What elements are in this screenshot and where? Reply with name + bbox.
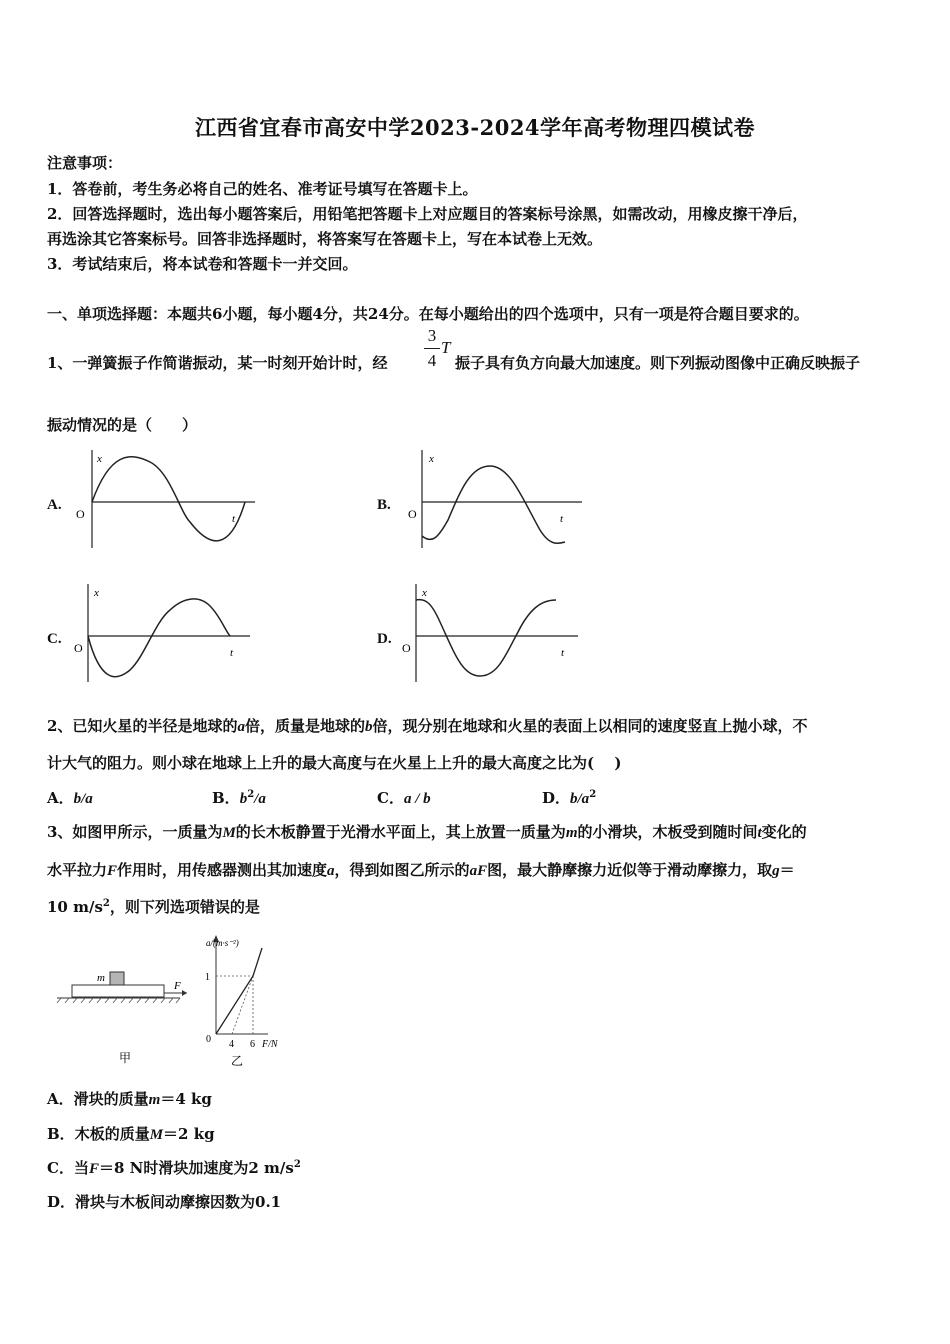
q3-option-c-post: ＝8 N时滑块加速度为2 m/s — [98, 1159, 294, 1177]
q2-option-a-label: A． — [47, 789, 74, 807]
ground-hatching — [57, 998, 180, 1003]
q3-l2-seg-2: 作用时，用传感器测出其加速度 — [117, 861, 328, 879]
q2-option-d-sup: 2 — [589, 789, 597, 800]
q3-option-b-label: B． — [47, 1125, 75, 1143]
q3-option-c-label: C． — [47, 1159, 74, 1177]
q3-option-a-pre: 滑块的质量 — [73, 1090, 149, 1108]
notice-item-1: 1．答卷前，考生务必将自己的姓名、准考证号填写在答题卡上。 — [47, 180, 478, 198]
q3-l1-seg-1: 3、如图甲所示，一质量为 — [47, 823, 223, 841]
graph-c-x-label: x — [94, 587, 99, 599]
q1-graph-a — [70, 448, 260, 550]
q3-option-a-post: ＝4 kg — [160, 1090, 212, 1108]
q2-var-a: a — [237, 719, 245, 735]
q3-var-g: g — [772, 863, 780, 879]
yi-y-tick-1: 1 — [205, 972, 210, 983]
graph-c-origin: O — [74, 641, 83, 655]
graph-b-curve — [422, 466, 565, 543]
q3-option-b-pre: 木板的质量 — [74, 1125, 150, 1143]
q3-text-line3 — [47, 896, 260, 917]
q2-text-line2: 计大气的阻力。则小球在地球上上升的最大高度与在火星上上升的最大高度之比为( ) — [47, 754, 622, 772]
q1-fraction-bar — [424, 348, 440, 349]
q1-option-d-label: D. — [377, 631, 392, 647]
q3-option-a-var: m — [148, 1092, 161, 1108]
q1-text-line2: 振动情况的是（ ） — [47, 416, 198, 434]
q3-l2-seg-1: 水平拉力 — [47, 861, 108, 879]
q3-l2-seg-5: ＝ — [779, 861, 795, 879]
q3-l1-seg-2: 的长木板静置于光滑水平面上，其上放置一质量为 — [235, 823, 566, 841]
graph-d-x-label: x — [422, 587, 427, 599]
q2-option-d-text: b/a — [570, 791, 590, 807]
q3-option-c-sup: 2 — [293, 1159, 301, 1170]
q2-seg-1: 2、已知火星的半径是地球的 — [47, 717, 238, 735]
q3-l2-seg-4: 图，最大静摩擦力近似等于滑动摩擦力，取 — [487, 861, 773, 879]
q2-option-c — [377, 787, 431, 808]
q3-var-aF: aF — [469, 863, 488, 879]
q2-option-a — [47, 787, 93, 808]
q1-graph-c — [70, 582, 260, 684]
graph-c-t-label: t — [230, 647, 234, 659]
slider-label: m — [97, 972, 105, 984]
q3-option-d — [47, 1191, 281, 1212]
q1-graph-b — [400, 448, 590, 550]
graph-d-origin: O — [402, 641, 411, 655]
q2-option-d — [542, 787, 596, 808]
q2-option-b-text: b — [239, 791, 248, 807]
q1-fraction-var: T — [441, 338, 451, 357]
yi-x-label: F/N — [262, 1039, 278, 1050]
q2-option-b — [212, 787, 266, 808]
notice-heading: 注意事项： — [47, 154, 123, 172]
section-heading: 一、单项选择题：本题共6小题，每小题4分，共24分。在每小题给出的四个选项中，只有一项是符合题目要求的。 — [47, 305, 809, 323]
q3-l1-seg-4: 变化的 — [761, 823, 807, 841]
q1-option-b-label: B. — [377, 497, 391, 513]
q1-option-a-label: A. — [47, 497, 62, 513]
q2-seg-3: 倍，现分别在地球和火星的表面上以相同的速度竖直上抛小球，不 — [372, 717, 808, 735]
q1-graph-d — [396, 582, 586, 684]
q3-option-c-var: F — [88, 1161, 99, 1177]
q3-l2-seg-3: ，得到如图乙所示的 — [334, 861, 470, 879]
q2-var-b: b — [364, 719, 373, 735]
q3-option-c-pre: 当 — [73, 1159, 89, 1177]
graph-b-origin: O — [408, 507, 417, 521]
q2-option-c-text: a / b — [403, 791, 431, 807]
graph-a-t-label: t — [232, 513, 236, 525]
q3-option-b — [47, 1123, 215, 1144]
yi-curve — [216, 948, 262, 1034]
q3-option-c — [47, 1157, 301, 1178]
q3-var-m: m — [565, 825, 578, 841]
graph-b-x-label: x — [429, 453, 434, 465]
notice-item-2: 2．回答选择题时，选出每小题答案后，用铅笔把答题卡上对应题目的答案标号涂黑，如需改动，用橡皮擦干净后， — [47, 205, 808, 223]
q3-text-line1 — [47, 821, 807, 842]
force-arrowhead — [182, 990, 187, 996]
q3-figure-jia — [55, 960, 190, 1070]
notice-item-2-cont: 再选涂其它答案标号。回答非选择题时，将答案写在答题卡上，写在本试卷上无效。 — [47, 230, 603, 248]
q3-option-a-label: A． — [47, 1090, 74, 1108]
q1-text-part2: 振子具有负方向最大加速度。则下列振动图像中正确反映振子 — [455, 354, 861, 372]
q3-var-a: a — [327, 863, 335, 879]
q3-var-F: F — [107, 863, 118, 879]
q2-option-c-label: C． — [377, 789, 404, 807]
yi-x-tick-4: 4 — [229, 1039, 234, 1050]
figure-yi-caption: 乙 — [231, 1054, 244, 1068]
graph-d-curve — [416, 600, 556, 676]
q1-fraction-denominator: 4 — [427, 351, 437, 370]
q2-option-b-label: B． — [212, 789, 240, 807]
yi-x-tick-6: 6 — [250, 1039, 255, 1050]
q3-l3-sup: 2 — [102, 898, 110, 909]
q1-text-part1: 1、一弹簧振子作简谐振动，某一时刻开始计时，经 — [47, 354, 388, 372]
page-title: 江西省宜春市高安中学2023-2024学年高考物理四模试卷 — [194, 115, 756, 140]
q3-var-t: t — [757, 825, 762, 841]
q1-option-c-label: C. — [47, 631, 62, 647]
q3-option-a — [47, 1088, 212, 1109]
long-board — [72, 985, 164, 997]
q3-var-M: M — [222, 825, 236, 841]
graph-a-x-label: x — [97, 453, 102, 465]
q2-text-line1 — [47, 715, 807, 736]
q2-option-b-tail: /a — [254, 791, 266, 807]
q3-option-b-var: M — [149, 1127, 164, 1143]
q3-l3-seg-1: 10 m/s — [47, 898, 103, 916]
graph-c-curve — [88, 599, 230, 677]
q3-l1-seg-3: 的小滑块，木板受到随时间 — [577, 823, 758, 841]
graph-b-t-label: t — [560, 513, 564, 525]
graph-a-origin: O — [76, 507, 85, 521]
graph-a-curve — [92, 457, 245, 541]
q2-option-a-text: b/a — [73, 791, 93, 807]
slider-block — [110, 972, 124, 985]
q2-option-d-label: D． — [542, 789, 571, 807]
q3-text-line2 — [47, 859, 795, 880]
figure-jia-caption: 甲 — [119, 1051, 132, 1065]
yi-y-label: a/(m·s⁻²) — [206, 938, 239, 948]
graph-d-t-label: t — [561, 647, 565, 659]
q3-option-d-pre: 滑块与木板间动摩擦因数为0.1 — [75, 1193, 282, 1211]
notice-item-3: 3．考试结束后，将本试卷和答题卡一并交回。 — [47, 255, 358, 273]
q3-figure-yi — [198, 930, 298, 1070]
yi-origin: 0 — [206, 1034, 211, 1045]
q1-fraction-numerator: 3 — [427, 326, 437, 345]
q3-l3-seg-2: ，则下列选项错误的是 — [109, 898, 260, 916]
q2-option-b-sup: 2 — [247, 789, 255, 800]
force-label: F — [174, 980, 181, 992]
q2-seg-2: 倍，质量是地球的 — [244, 717, 365, 735]
q3-option-d-label: D． — [47, 1193, 76, 1211]
q3-option-b-post: ＝2 kg — [163, 1125, 215, 1143]
